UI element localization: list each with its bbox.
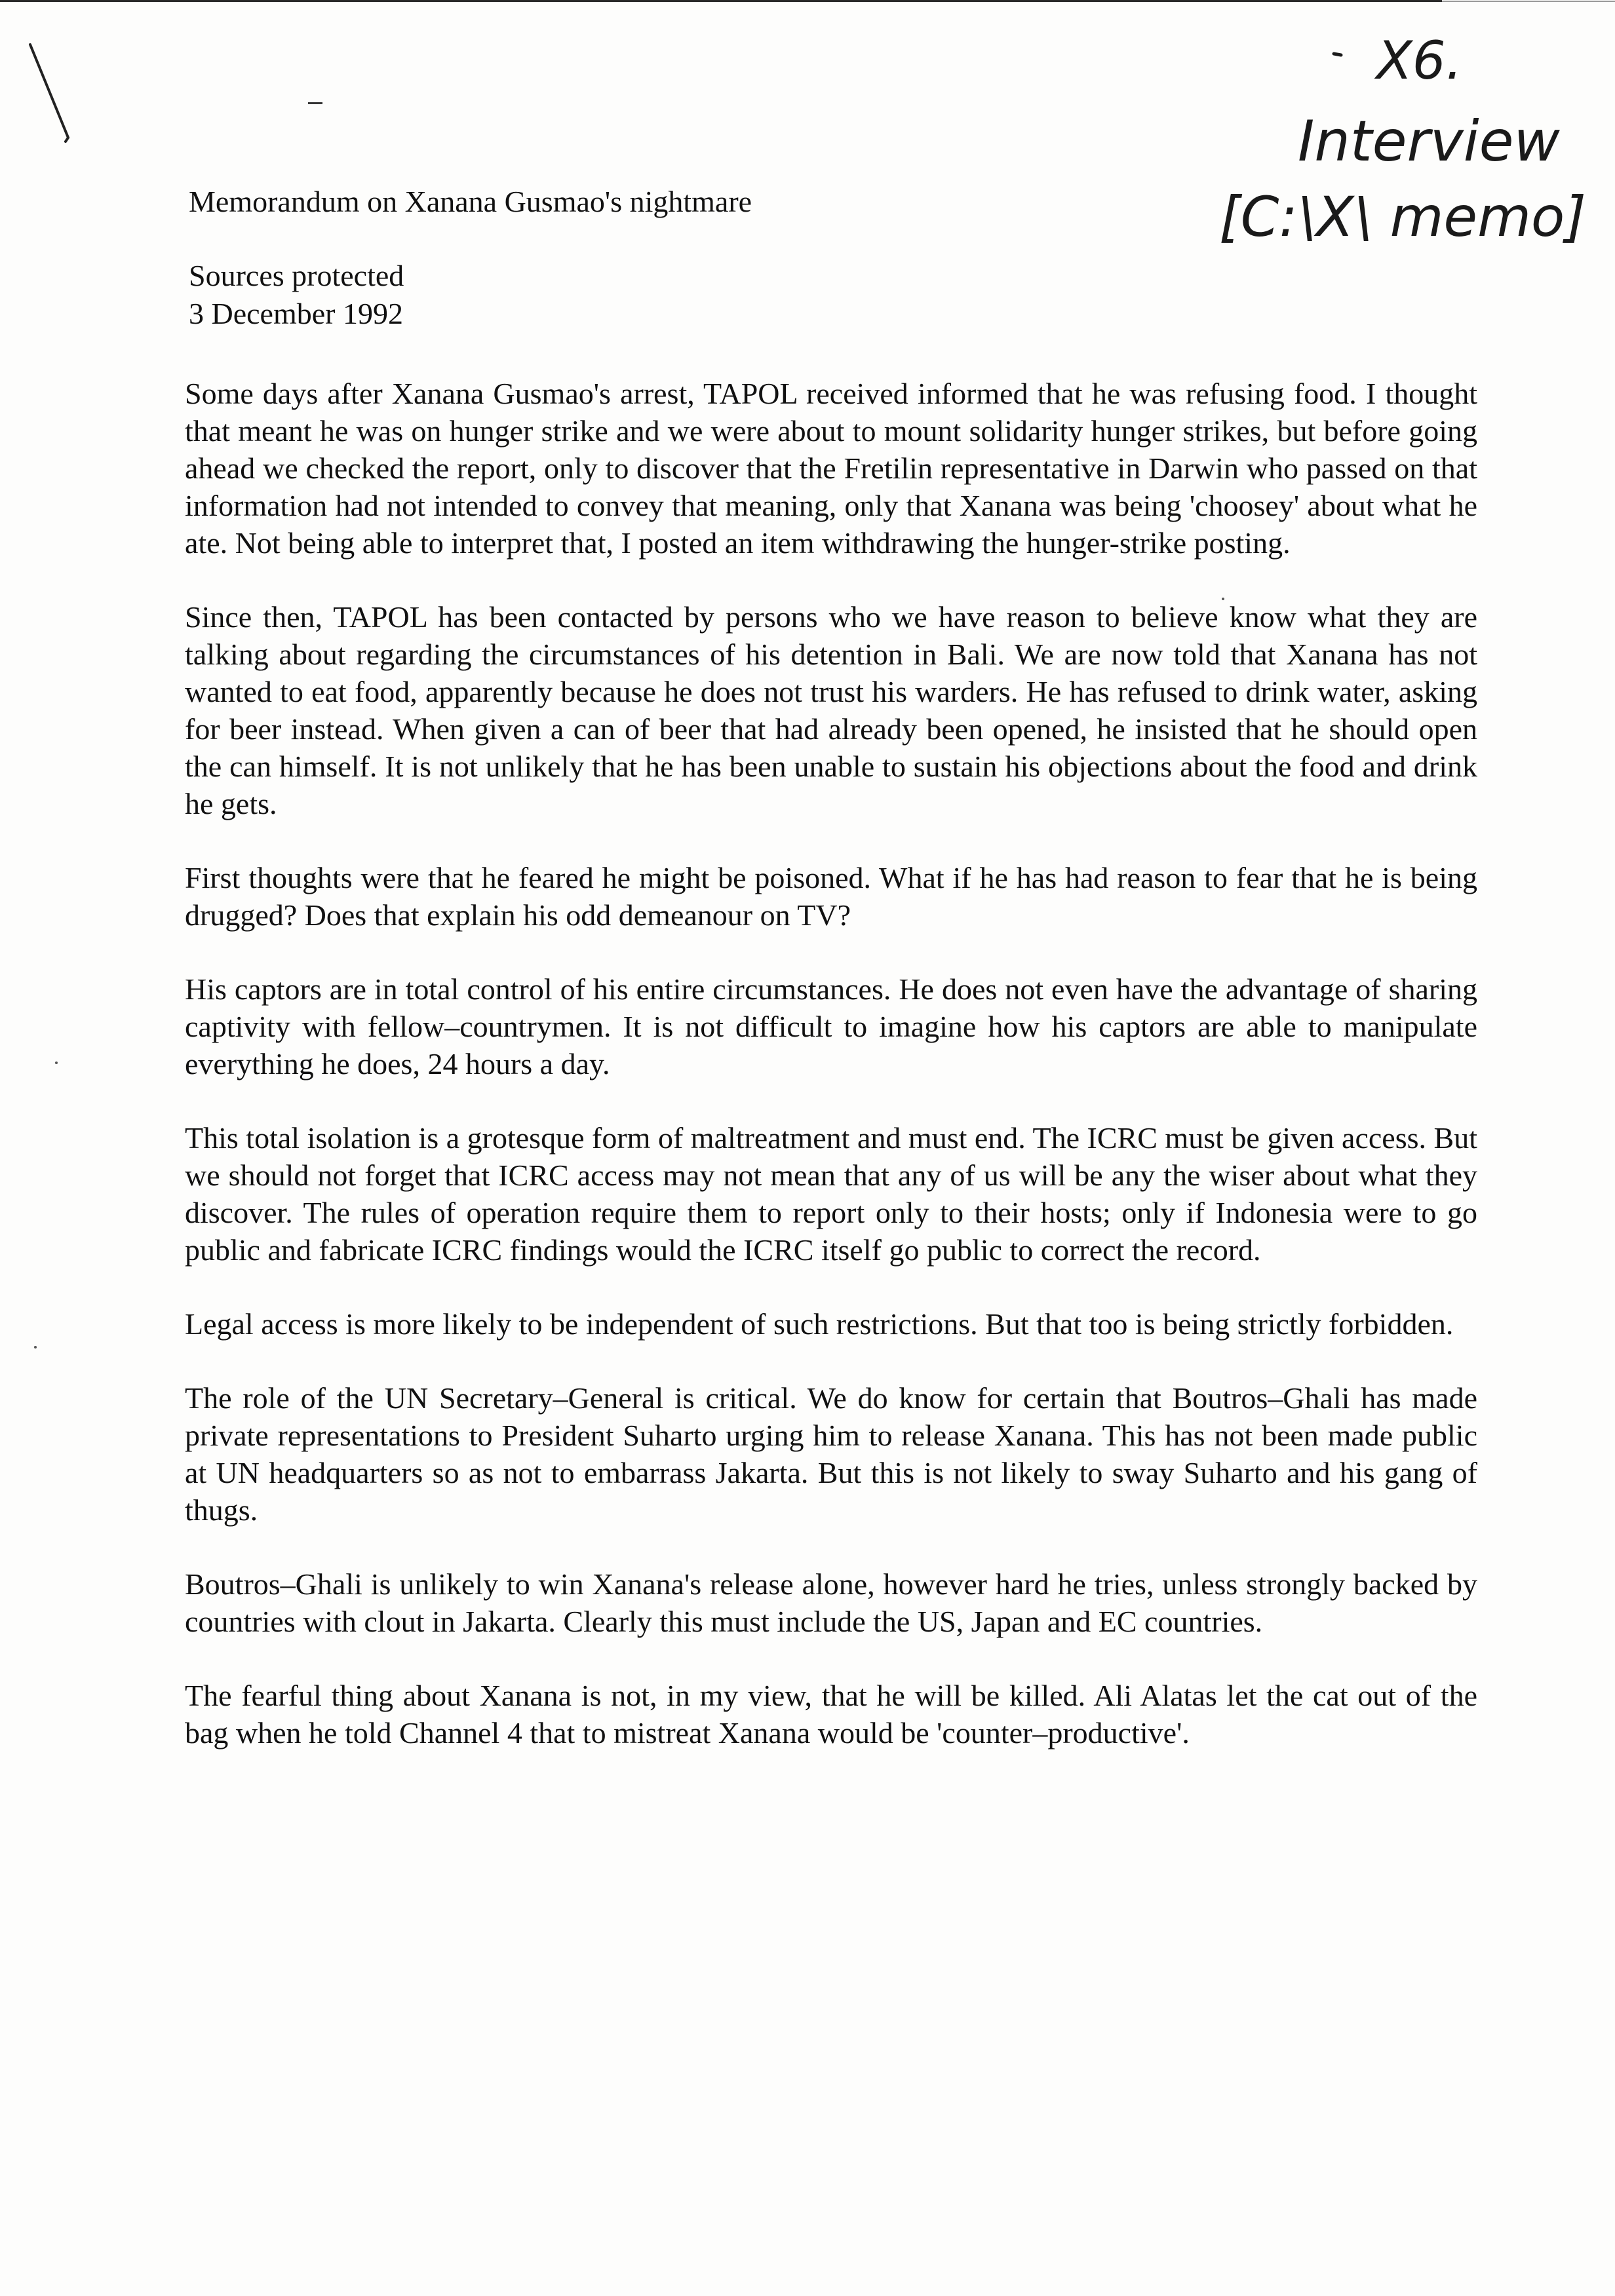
pen-stroke-mark xyxy=(26,39,79,144)
paragraph: Legal access is more likely to be independent of such restrictions. But that too is being strictly forbidden. xyxy=(185,1307,1454,1341)
paragraph: The role of the UN Secretary–General is critical. We do know for certain that Boutros–Ghali has made private representations to President Suharto urging him to release Xanana. This has not been made public at UN headquarters so as not to embarrass Jakarta. But this is not likely to sway Suharto and his gang of thugs. xyxy=(185,1381,1477,1527)
paragraph: Boutros–Ghali is unlikely to win Xanana's release alone, however hard he tries, unless strongly backed by countries with clout in Jakarta. Clearly this must include the US, Japan and EC countries. xyxy=(185,1567,1477,1638)
memo-body xyxy=(185,375,1477,1788)
top-edge-rule-faint xyxy=(1442,1,1615,2)
handwritten-annotation xyxy=(1180,20,1612,269)
speck-mark xyxy=(55,1062,58,1064)
paragraph: The fearful thing about Xanana is not, in my view, that he will be killed. Ali Alatas let the cat out of the bag when he told Channel 4 that to mistreat Xanana would be 'counter–productive'. xyxy=(185,1679,1477,1750)
stray-mark xyxy=(308,102,322,104)
memo-meta xyxy=(189,257,404,333)
handwritten-line-2: Interview xyxy=(1298,109,1560,174)
paragraph: First thoughts were that he feared he might be poisoned. What if he has had reason to fear that he is being drugged? Does that explain his odd demeanour on TV? xyxy=(185,861,1477,932)
memo-title: Memorandum on Xanana Gusmao's nightmare xyxy=(189,185,752,218)
paragraph: Since then, TAPOL has been contacted by persons who we have reason to believe know what they are talking about regarding the circumstances of his detention in Bali. We are now told that Xanana has not wanted to eat food, apparently because he does not trust his warders. He has refused to drink water, asking for beer instead. When given a can of beer that had already been opened, he insisted that he should open the can himself. It is not unlikely that he has been unable to sustain his objections about the food and drink he gets. xyxy=(185,600,1477,820)
handwritten-line-3: [C:\X\ memo] xyxy=(1219,185,1587,249)
sources-line: Sources protected xyxy=(189,259,404,292)
memo-date: 3 December 1992 xyxy=(189,297,403,330)
paragraph: His captors are in total control of his entire circumstances. He does not even have the advantage of sharing captivity with fellow–countrymen. It is not difficult to imagine how his captors are able to manipulate everything he does, 24 hours a day. xyxy=(185,972,1477,1081)
top-edge-rule xyxy=(0,0,1442,2)
speck-mark xyxy=(34,1346,37,1349)
paragraph: Some days after Xanana Gusmao's arrest, TAPOL received informed that he was refusing food. I thought that meant he was on hunger strike and we were about to mount solidarity hunger strikes, but before going ahead we checked the report, only to discover that the Fretilin representative in Darwin who passed on that information had not intended to convey that meaning, only that Xanana was being 'choosey' about what he ate. Not being able to interpret that, I posted an item withdrawing the hunger-strike posting. xyxy=(185,377,1477,560)
paragraph: This total isolation is a grotesque form of maltreatment and must end. The ICRC must be given access. But we should not forget that ICRC access may not mean that any of us will be any the wiser about what they discover. The rules of operation require them to report only to their hosts; only if Indonesia were to go public and fabricate ICRC findings would the ICRC itself go public to correct the record. xyxy=(185,1121,1477,1267)
handwritten-line-1: X6. xyxy=(1376,30,1463,91)
